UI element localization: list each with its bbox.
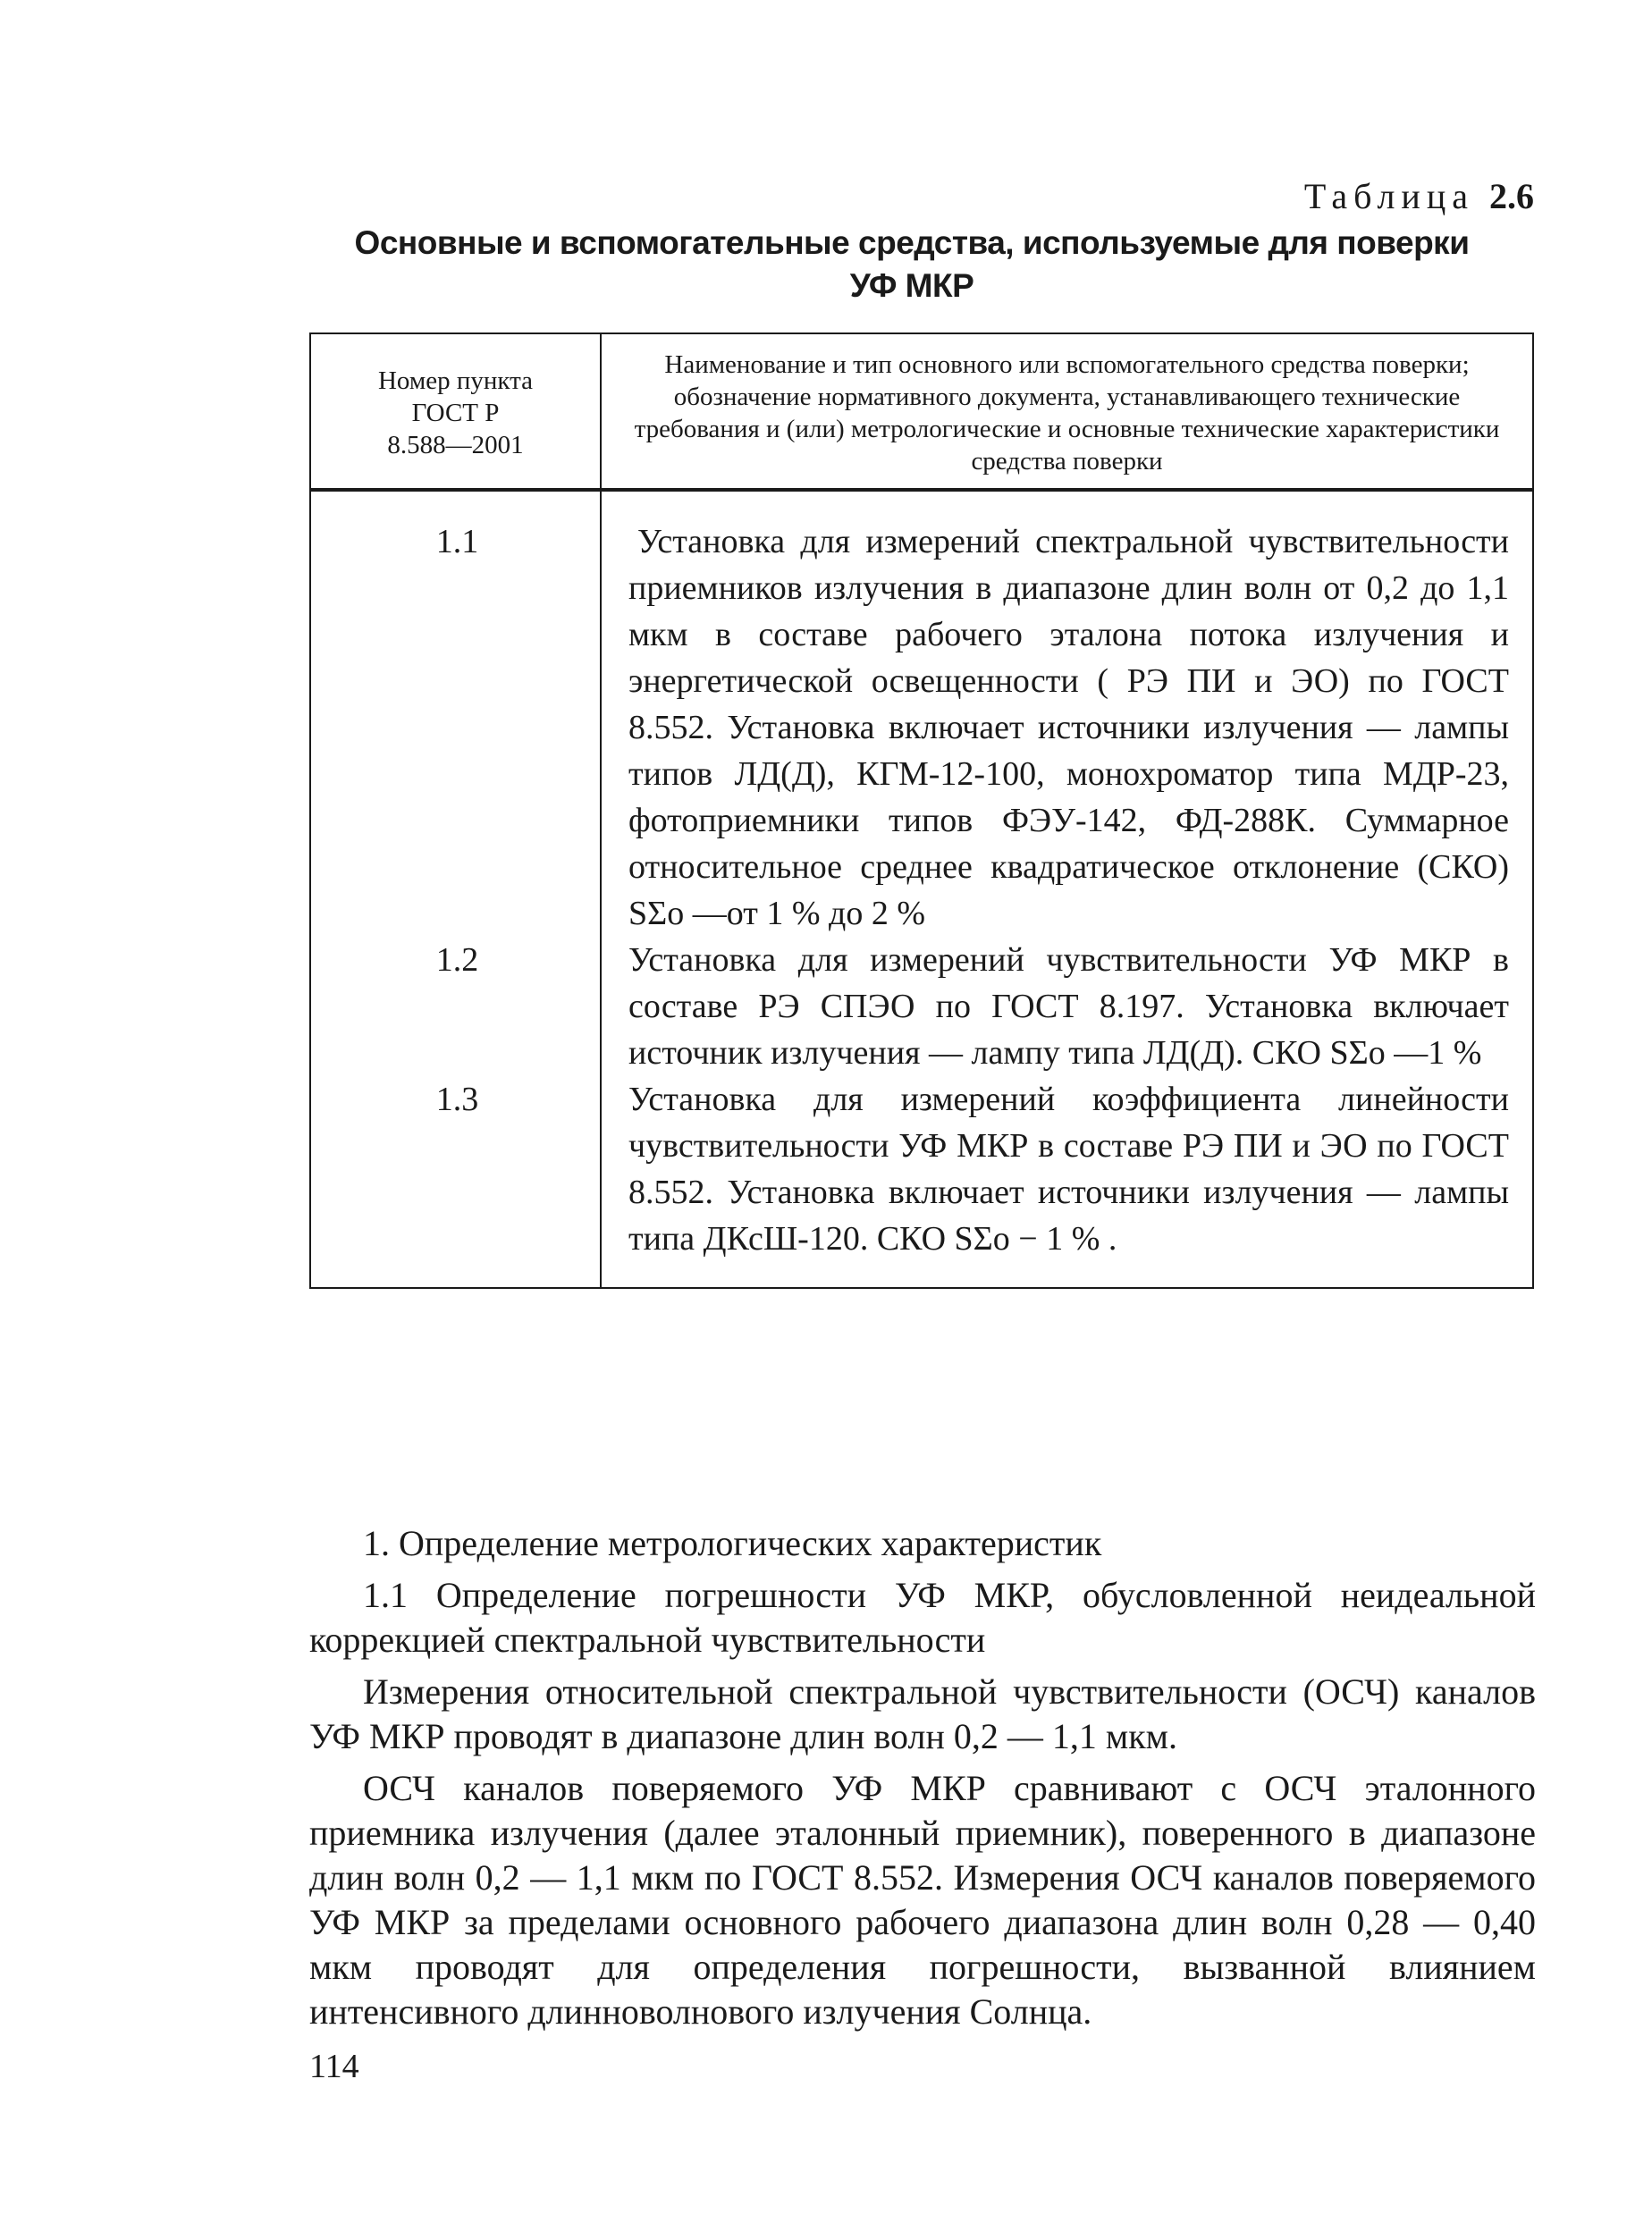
table-title-line: УФ МКР bbox=[849, 267, 974, 304]
item-number: 1.2 bbox=[435, 941, 479, 979]
header-item-number bbox=[310, 333, 601, 490]
table-label bbox=[1304, 175, 1534, 217]
paragraph: Измерения относительной спектральной чувствительности (ОСЧ) каналов УФ МКР проводят в диапазоне длин волн 0,2 — 1,1 мкм. bbox=[309, 1671, 1536, 1756]
table-label-number: 2.6 bbox=[1489, 176, 1534, 216]
table-label-word: Таблица bbox=[1303, 176, 1474, 216]
item-number: 1.3 bbox=[435, 1081, 479, 1118]
item-description: Установка для измерений чувствительности УФ МКР в составе РЭ СПЭО по ГОСТ 8.197. Установка включает источник излучения — лампу типа ЛД(Д). СКО SΣo —1 % bbox=[628, 941, 1509, 1072]
item-number: 1.1 bbox=[435, 523, 479, 560]
paragraph: ОСЧ каналов поверяемого УФ МКР сравнивают с ОСЧ эталонного приемника излучения (далее эталонный приемник), поверенного в диапазоне длин волн 0,2 — 1,1 мкм по ГОСТ 8.552. Измерения ОСЧ каналов поверяемого УФ МКР за пределами основного рабочего диапазона длин волн 0,28 — 0,40 мкм проводят для определения погрешности, вызванной влиянием интенсивного длинноволнового излучения Солнца. bbox=[309, 1768, 1536, 2032]
item-number-column bbox=[310, 490, 601, 1288]
item-description-column bbox=[601, 490, 1533, 1288]
body-text bbox=[309, 1521, 1536, 2041]
item-description: Установка для измерений коэффициента линейности чувствительности УФ МКР в составе РЭ ПИ и ЭО по ГОСТ 8.552. Установка включает источники излучения — лампы типа ДКсШ-120. СКО SΣo − 1 % . bbox=[628, 1081, 1509, 1258]
paragraph: 1.1 Определение погрешности УФ МКР, обусловленной неидеальной коррекцией спектральной чувствительности bbox=[309, 1575, 1536, 1660]
table-title-line: Основные и вспомогательные средства, используемые для поверки bbox=[354, 224, 1470, 261]
header-line: ГОСТ Р bbox=[411, 399, 500, 427]
page-number: 114 bbox=[309, 2048, 359, 2085]
paragraph: 1. Определение метрологических характеристик bbox=[363, 1523, 1102, 1563]
header-line: 8.588—2001 bbox=[387, 431, 524, 459]
table-row bbox=[310, 490, 1533, 1288]
header-description: Наименование и тип основного или вспомогательного средства поверки; обозначение нормативного документа, устанавливающего технические требования и (или) метрологические и основные технические характеристики средства поверки bbox=[601, 333, 1533, 490]
verification-table bbox=[309, 332, 1534, 1289]
table-title bbox=[295, 222, 1529, 307]
table-header-row bbox=[310, 333, 1533, 490]
header-line: Номер пункта bbox=[377, 366, 533, 395]
item-description: Установка для измерений спектральной чувствительности приемников излучения в диапазоне длин волн от 0,2 до 1,1 мкм в составе рабочего эталона потока излучения и энергетической освещенности ( РЭ ПИ и ЭО) по ГОСТ 8.552. Установка включает источники излучения — лампы типов ЛД(Д), КГМ-12-100, монохроматор типа МДР-23, фотоприемники типов ФЭУ-142, ФД-288К. Суммарное относительное среднее квадратическое отклонение (СКО) SΣo —от 1 % до 2 % bbox=[628, 523, 1509, 932]
